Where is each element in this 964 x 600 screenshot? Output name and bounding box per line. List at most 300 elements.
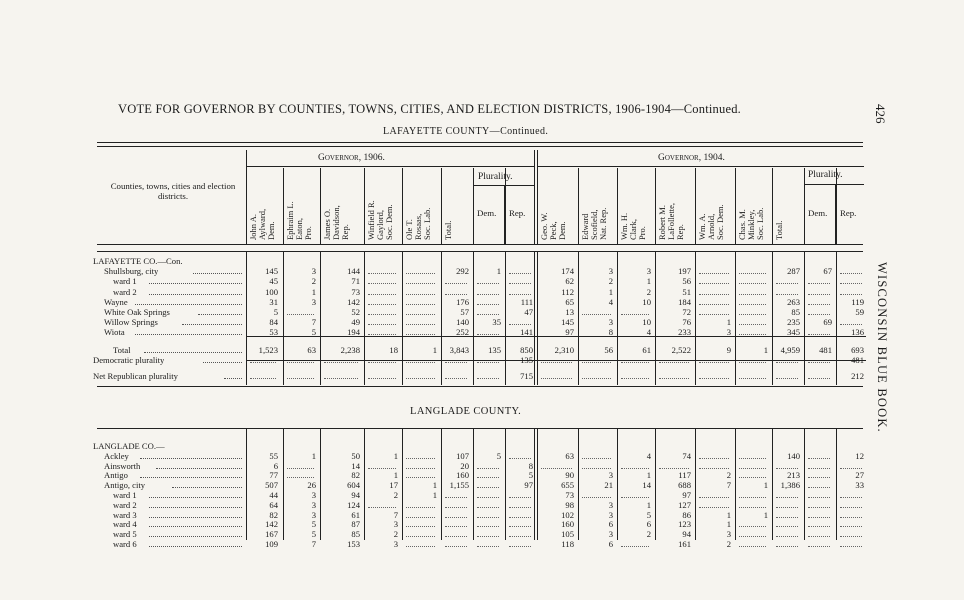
table-row <box>0 266 870 276</box>
table-cell: 47 <box>524 307 533 317</box>
table-cell: 135 <box>488 344 501 355</box>
table-rule <box>505 168 506 244</box>
table-cell: 94 <box>682 529 691 540</box>
table-cell <box>739 276 766 284</box>
table-row <box>0 355 870 365</box>
table-cell <box>406 371 435 379</box>
table-cell <box>509 500 531 508</box>
table-cell: 64 <box>269 499 278 510</box>
table-cell: 105 <box>561 529 574 540</box>
table-cell <box>250 355 276 363</box>
table-cell: 73 <box>351 286 360 297</box>
table-cell: 4 <box>646 450 651 461</box>
row-label: Antigo <box>104 470 128 481</box>
table-cell <box>699 461 729 469</box>
table-cell: 10 <box>642 296 651 307</box>
table-cell: 57 <box>460 307 469 317</box>
table-cell: 31 <box>269 296 278 307</box>
table-cell: 1 <box>432 344 437 355</box>
table-cell <box>477 371 499 379</box>
table-cell: 14 <box>642 480 651 491</box>
table-cell <box>406 276 435 284</box>
table-cell: 7 <box>726 480 731 491</box>
table-row <box>0 461 870 471</box>
table-cell: 1 <box>726 509 731 520</box>
table-cell <box>509 451 531 459</box>
table-cell <box>840 529 862 537</box>
table-cell <box>445 510 467 518</box>
table-cell: 715 <box>520 371 533 381</box>
table-rule <box>473 168 474 244</box>
table-cell <box>477 510 499 518</box>
table-cell: 140 <box>456 317 469 328</box>
top-rule <box>97 142 863 143</box>
table-cell: 6 <box>608 519 613 530</box>
table-cell: 127 <box>678 499 691 510</box>
column-header: Ephraim L. Eaton, Pro. <box>285 201 313 240</box>
row-label: ward 4 <box>113 519 137 530</box>
table-cell <box>368 327 396 335</box>
table-cell <box>739 287 766 295</box>
plurality-label-1906: Plurality. <box>478 172 513 182</box>
table-cell: 56 <box>682 276 691 287</box>
table-rule <box>534 150 535 244</box>
table-cell: 124 <box>347 499 360 510</box>
leader-dots <box>149 510 242 518</box>
table-rule <box>97 251 863 252</box>
table-cell <box>582 355 611 363</box>
table-cell <box>699 490 729 498</box>
table-cell <box>808 461 830 469</box>
table-cell <box>287 371 314 379</box>
table-cell: 8 <box>528 460 533 471</box>
table-row <box>0 529 870 539</box>
table-row <box>0 480 870 490</box>
table-cell <box>287 355 314 363</box>
table-cell: 7 <box>311 317 316 328</box>
table-cell: 13 <box>565 307 574 317</box>
table-cell <box>840 287 862 295</box>
table-cell <box>699 307 729 315</box>
table-cell <box>621 355 649 363</box>
table-cell: 481 <box>851 354 864 365</box>
table-cell <box>509 529 531 537</box>
table-rule <box>804 168 805 244</box>
leader-dots <box>224 371 242 379</box>
table-cell: 1 <box>763 344 768 355</box>
table-cell: 111 <box>520 296 533 307</box>
table-rule <box>836 168 837 244</box>
table-row <box>0 276 870 286</box>
table-cell: 55 <box>269 450 278 461</box>
table-cell: 62 <box>565 276 574 287</box>
table-cell: 3 <box>608 509 613 520</box>
table-cell: 2 <box>393 490 398 500</box>
table-cell <box>406 539 435 547</box>
table-cell <box>287 470 314 478</box>
county-subtitle: LAFAYETTE COUNTY—Continued. <box>383 126 549 137</box>
table-row <box>0 519 870 529</box>
table-rule <box>537 166 864 167</box>
table-cell <box>739 490 766 498</box>
table-cell: 194 <box>347 327 360 338</box>
table-cell <box>406 510 435 518</box>
table-row <box>0 345 870 355</box>
table-cell: 14 <box>351 460 360 471</box>
table-cell: 7 <box>393 509 398 520</box>
table-cell <box>406 500 435 508</box>
table-cell <box>739 327 766 335</box>
table-cell: 82 <box>269 509 278 520</box>
table-cell <box>250 371 276 379</box>
leader-dots <box>135 327 243 335</box>
leader-dots <box>203 355 242 363</box>
table-cell: 1 <box>726 317 731 328</box>
table-cell: 252 <box>456 327 469 338</box>
table-cell: 1,523 <box>258 344 278 355</box>
table-cell <box>406 355 435 363</box>
row-label: Ainsworth <box>104 460 141 471</box>
table-rule <box>364 168 365 244</box>
table-cell <box>477 276 499 284</box>
table-cell: 3 <box>726 327 731 338</box>
table-cell: 2 <box>726 470 731 481</box>
table-cell <box>477 529 499 537</box>
table-cell <box>739 451 766 459</box>
table-cell <box>739 355 766 363</box>
column-header: Wm. H. Clark, Pro. <box>619 212 647 240</box>
table-cell <box>509 287 531 295</box>
table-cell: 3 <box>311 499 316 510</box>
table-cell <box>406 307 435 315</box>
table-row <box>0 327 870 337</box>
table-cell: 140 <box>787 450 800 461</box>
table-cell: 3 <box>311 490 316 500</box>
table-cell: 5 <box>528 470 533 481</box>
table-cell <box>659 355 689 363</box>
table-cell: 4 <box>646 327 651 338</box>
table-cell <box>699 451 729 459</box>
table-rule <box>504 185 505 244</box>
table-cell: 4 <box>608 296 613 307</box>
table-cell: 1 <box>646 470 651 481</box>
table-row <box>0 539 870 549</box>
table-cell <box>509 510 531 518</box>
table-cell <box>541 461 572 469</box>
leader-dots <box>182 317 242 325</box>
table-row <box>0 307 870 317</box>
row-label: Shullsburg, city <box>104 266 159 277</box>
table-cell <box>406 297 435 305</box>
table-cell <box>509 519 531 527</box>
leader-dots <box>156 461 242 469</box>
table-cell: 197 <box>678 266 691 277</box>
table-cell: 59 <box>855 307 864 317</box>
table-cell: 263 <box>787 296 800 307</box>
table-cell <box>808 276 830 284</box>
table-cell: 100 <box>265 286 278 297</box>
table-cell <box>808 451 830 459</box>
table-cell: 145 <box>561 317 574 328</box>
column-header: Robert M. LaFollette, Rep. <box>657 202 685 240</box>
table-cell <box>840 500 862 508</box>
row-label: LANGLADE CO.— <box>93 441 165 451</box>
table-cell: 63 <box>307 344 316 355</box>
column-header: Chas. M. Minkley, Soc. Lab. <box>737 207 765 240</box>
table-rule <box>320 168 321 244</box>
table-cell <box>406 529 435 537</box>
table-cell: 5 <box>311 327 316 338</box>
table-cell: 102 <box>561 509 574 520</box>
table-cell <box>808 490 830 498</box>
table-cell <box>840 539 862 547</box>
table-cell: 97 <box>524 480 533 491</box>
table-cell <box>840 266 862 274</box>
table-cell <box>776 461 798 469</box>
table-cell: 45 <box>269 276 278 287</box>
leader-dots <box>149 500 242 508</box>
table-cell <box>368 287 396 295</box>
table-rule <box>772 168 773 244</box>
table-cell: 27 <box>855 470 864 481</box>
leader-dots <box>198 307 242 315</box>
table-rule <box>97 428 863 429</box>
table-cell: 2,310 <box>554 344 574 355</box>
table-cell <box>406 266 435 274</box>
table-cell: 212 <box>851 371 864 381</box>
table-cell: 2 <box>726 539 731 549</box>
row-label: Wiota <box>104 327 125 338</box>
table-cell: 109 <box>265 539 278 549</box>
page-number: 426 <box>873 104 888 124</box>
table-cell: 184 <box>678 296 691 307</box>
table-cell: 117 <box>678 470 691 481</box>
table-cell <box>621 461 649 469</box>
table-cell <box>776 519 798 527</box>
table-cell: 3 <box>311 266 316 277</box>
table-cell: 119 <box>851 296 864 307</box>
row-label: LAFAYETTE CO.—Con. <box>93 256 183 266</box>
table-cell: 12 <box>855 450 864 461</box>
table-cell: 1 <box>393 450 398 461</box>
table-cell <box>406 317 435 325</box>
table-cell <box>739 297 766 305</box>
table-cell <box>659 461 689 469</box>
table-cell <box>445 500 467 508</box>
table-rule <box>283 168 284 244</box>
table-cell: 507 <box>265 480 278 491</box>
table-cell <box>621 371 649 379</box>
column-header: Wm. A. Arnold, Soc. Dem. <box>697 204 725 240</box>
table-cell: 1 <box>311 286 316 297</box>
leader-dots <box>193 266 242 274</box>
table-cell: 26 <box>307 480 316 491</box>
table-cell: 160 <box>456 470 469 481</box>
table-cell: 73 <box>565 490 574 500</box>
table-cell <box>776 371 798 379</box>
table-rule <box>246 166 535 167</box>
table-cell: 345 <box>787 327 800 338</box>
table-cell: 5 <box>273 307 278 317</box>
table-cell: 98 <box>565 499 574 510</box>
table-cell <box>808 307 830 315</box>
table-cell <box>368 276 396 284</box>
group-label-1904: Governor, 1904. <box>658 153 725 163</box>
table-cell: 136 <box>851 327 864 338</box>
table-row <box>0 451 870 461</box>
table-cell <box>324 371 358 379</box>
table-cell: 1,386 <box>780 480 800 491</box>
table-cell: 135 <box>520 354 533 365</box>
table-cell: 655 <box>561 480 574 491</box>
table-cell: 10 <box>642 317 651 328</box>
table-cell <box>739 266 766 274</box>
table-cell <box>840 276 862 284</box>
table-row <box>0 510 870 520</box>
table-row <box>0 287 870 297</box>
table-cell: 72 <box>682 307 691 317</box>
table-cell <box>368 266 396 274</box>
table-cell: 213 <box>787 470 800 481</box>
table-cell: 107 <box>456 450 469 461</box>
table-cell <box>808 327 830 335</box>
table-cell: 33 <box>855 480 864 491</box>
column-header: Winfield R. Gaylord, Soc. Dem. <box>366 200 394 240</box>
table-cell: 6 <box>608 539 613 549</box>
table-cell: 145 <box>265 266 278 277</box>
table-cell: 9 <box>726 344 731 355</box>
row-label: ward 1 <box>113 276 137 287</box>
table-cell: 61 <box>351 509 360 520</box>
table-cell <box>477 287 499 295</box>
table-cell <box>445 539 467 547</box>
table-row <box>0 441 870 451</box>
row-label-header: Counties, towns, cities and election districts. <box>110 181 236 201</box>
table-cell <box>477 470 499 478</box>
table-cell <box>840 490 862 498</box>
table-cell <box>445 371 467 379</box>
row-label: ward 1 <box>113 490 137 500</box>
table-cell <box>739 500 766 508</box>
table-cell <box>477 297 499 305</box>
table-cell <box>739 529 766 537</box>
table-row <box>0 256 870 266</box>
table-cell: 1 <box>763 480 768 491</box>
table-cell: 2 <box>646 286 651 297</box>
table-cell: 2 <box>311 276 316 287</box>
table-cell <box>808 287 830 295</box>
table-cell: 69 <box>823 317 832 328</box>
column-header: Geo. W. Peck, Dem. <box>539 212 567 240</box>
table-rule <box>537 150 538 244</box>
table-cell: 65 <box>565 296 574 307</box>
table-cell: 74 <box>682 450 691 461</box>
leader-dots <box>135 297 243 305</box>
table-cell: 85 <box>351 529 360 540</box>
table-rule <box>97 244 863 245</box>
table-cell <box>509 276 531 284</box>
table-cell <box>776 355 798 363</box>
table-cell <box>808 510 830 518</box>
table-row <box>0 317 870 327</box>
table-cell: 2,522 <box>671 344 691 355</box>
table-cell: 1 <box>496 266 501 277</box>
table-cell: 77 <box>269 470 278 481</box>
table-cell <box>445 355 467 363</box>
table-cell <box>477 519 499 527</box>
table-cell: 3 <box>608 266 613 277</box>
table-cell <box>406 519 435 527</box>
table-cell <box>621 539 649 547</box>
table-cell: 1 <box>311 450 316 461</box>
table-cell: 44 <box>269 490 278 500</box>
table-cell: 7 <box>311 539 316 549</box>
table-cell: 235 <box>787 317 800 328</box>
table-cell <box>776 500 798 508</box>
table-cell: 35 <box>492 317 501 328</box>
column-header: James O. Davidson, Rep. <box>322 205 350 240</box>
leader-dots <box>144 345 243 353</box>
table-rule <box>617 168 618 244</box>
table-cell <box>808 470 830 478</box>
table-cell: 2,238 <box>340 344 360 355</box>
table-cell <box>406 327 435 335</box>
row-label: Net Republican plurality <box>93 371 178 381</box>
section-title-langlade: LANGLADE COUNTY. <box>410 406 522 417</box>
table-cell: 61 <box>642 344 651 355</box>
table-cell <box>739 317 766 325</box>
table-cell: 850 <box>520 344 533 355</box>
table-cell: 3 <box>608 470 613 481</box>
column-header: Dem. <box>477 208 497 218</box>
table-cell <box>582 490 611 498</box>
table-cell <box>840 510 862 518</box>
running-head: WISCONSIN BLUE BOOK. <box>875 262 889 433</box>
row-label: Willow Springs <box>104 317 158 328</box>
table-cell <box>808 371 830 379</box>
table-cell <box>739 519 766 527</box>
table-cell: 481 <box>819 344 832 355</box>
table-cell: 3 <box>726 529 731 540</box>
row-label: ward 6 <box>113 539 137 549</box>
leader-dots <box>149 539 242 547</box>
table-cell: 20 <box>460 460 469 471</box>
row-label: Ackley <box>104 450 129 461</box>
table-cell: 84 <box>269 317 278 328</box>
table-cell: 85 <box>791 307 800 317</box>
table-rule <box>835 184 836 244</box>
leader-dots <box>149 276 242 284</box>
table-cell: 3 <box>608 499 613 510</box>
table-cell: 3 <box>393 539 398 549</box>
leader-dots <box>140 470 242 478</box>
table-rule <box>402 168 403 244</box>
table-cell: 176 <box>456 296 469 307</box>
table-rule <box>655 168 656 244</box>
table-cell <box>477 461 499 469</box>
table-cell <box>368 461 396 469</box>
column-header: Total. <box>774 220 784 240</box>
table-cell <box>776 276 798 284</box>
table-cell <box>368 317 396 325</box>
table-cell <box>840 317 862 325</box>
table-cell: 86 <box>682 509 691 520</box>
table-cell: 118 <box>561 539 574 549</box>
table-cell: 3 <box>646 266 651 277</box>
row-label: ward 3 <box>113 509 137 520</box>
table-row <box>0 470 870 480</box>
table-cell: 1,155 <box>449 480 469 491</box>
